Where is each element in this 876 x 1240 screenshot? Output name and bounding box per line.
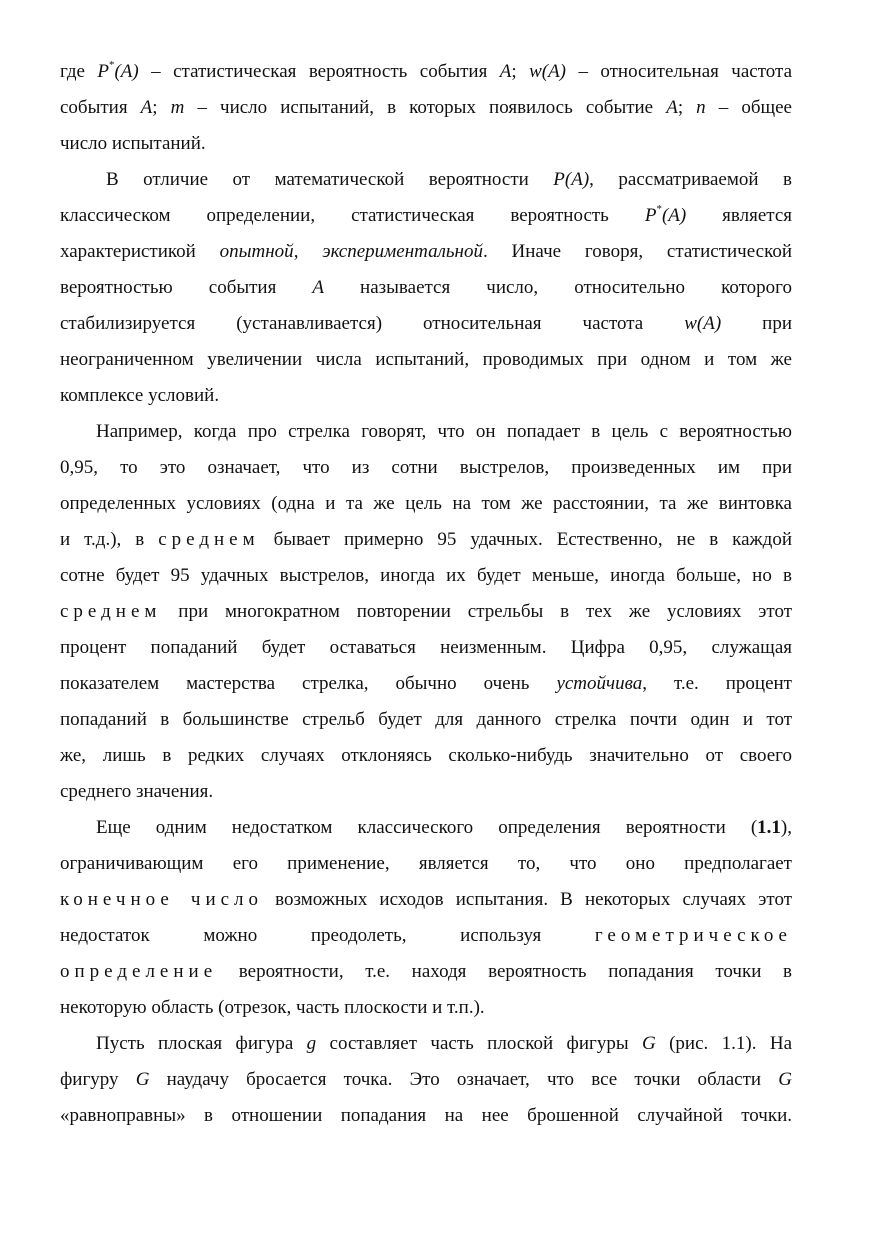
text-line: неограниченном увеличении числа испытаний, проводимых при одном и том же: [60, 349, 792, 370]
text-line: определение вероятности, т.е. находя вероятность попадания точки в: [60, 961, 792, 982]
text-line: вероятностью события A называется число, относительно которого: [60, 277, 792, 298]
text-line: Еще одним недостатком классического определения вероятности (1.1),: [96, 817, 792, 838]
text-line: где P*(A) – статистическая вероятность события A; w(A) – относительная частота: [60, 58, 792, 82]
text-line: классическом определении, статистическая вероятность P*(A) является: [60, 202, 792, 226]
text-line: среднем при многократном повторении стрельбы в тех же условиях этот: [60, 601, 792, 622]
text-line: и т.д.), в среднем бывает примерно 95 удачных. Естественно, не в каждой: [60, 529, 792, 550]
text-line: Например, когда про стрелка говорят, что он попадает в цель с вероятностью: [96, 421, 792, 442]
text-line: стабилизируется (устанавливается) относительная частота w(A) при: [60, 313, 792, 334]
text-line: события A; m – число испытаний, в которых появилось событие A; n – общее: [60, 97, 792, 118]
text-line: попаданий в большинстве стрельб будет для данного стрелка почти один и тот: [60, 709, 792, 730]
text-line: 0,95, то это означает, что из сотни выстрелов, произведенных им при: [60, 457, 792, 478]
paragraph-5: [60, 1026, 792, 1134]
paragraph-1: [60, 54, 792, 162]
paragraph-3: [60, 414, 792, 810]
paragraph-2: [60, 162, 792, 414]
text-line: Пусть плоская фигура g составляет часть плоской фигуры G (рис. 1.1). На: [96, 1033, 793, 1054]
text-line: комплексе условий.: [60, 385, 220, 406]
text-line: недостаток можно преодолеть, используя геометрическое: [60, 925, 792, 946]
text-line: определенных условиях (одна и та же цель на том же расстоянии, та же винтовка: [60, 493, 792, 514]
text-line: ограничивающим его применение, является то, что оно предполагает: [60, 853, 792, 874]
text-line: сотне будет 95 удачных выстрелов, иногда их будет меньше, иногда больше, но в: [60, 565, 792, 586]
text-line: среднего значения.: [60, 781, 214, 802]
text-line: число испытаний.: [60, 133, 206, 154]
text-line: конечное число возможных исходов испытания. В некоторых случаях этот: [60, 889, 793, 910]
text-line: же, лишь в редких случаях отклоняясь сколько-нибудь значительно от своего: [60, 745, 792, 766]
text-line: показателем мастерства стрелка, обычно очень устойчива, т.е. процент: [60, 673, 792, 694]
paragraph-4: [60, 810, 792, 1026]
text-line: «равноправны» в отношении попадания на нее брошенной случайной точки.: [60, 1105, 792, 1126]
text-line: В отличие от математической вероятности P(A), рассматриваемой в: [106, 169, 792, 190]
text-line: фигуру G наудачу бросается точка. Это означает, что все точки области G: [60, 1069, 792, 1090]
text-line: некоторую область (отрезок, часть плоскости и т.п.).: [60, 997, 485, 1018]
text-line: процент попаданий будет оставаться неизменным. Цифра 0,95, служащая: [60, 637, 792, 658]
text-line: характеристикой опытной, экспериментальной. Иначе говоря, статистической: [60, 241, 792, 262]
document-page: [60, 54, 792, 1134]
